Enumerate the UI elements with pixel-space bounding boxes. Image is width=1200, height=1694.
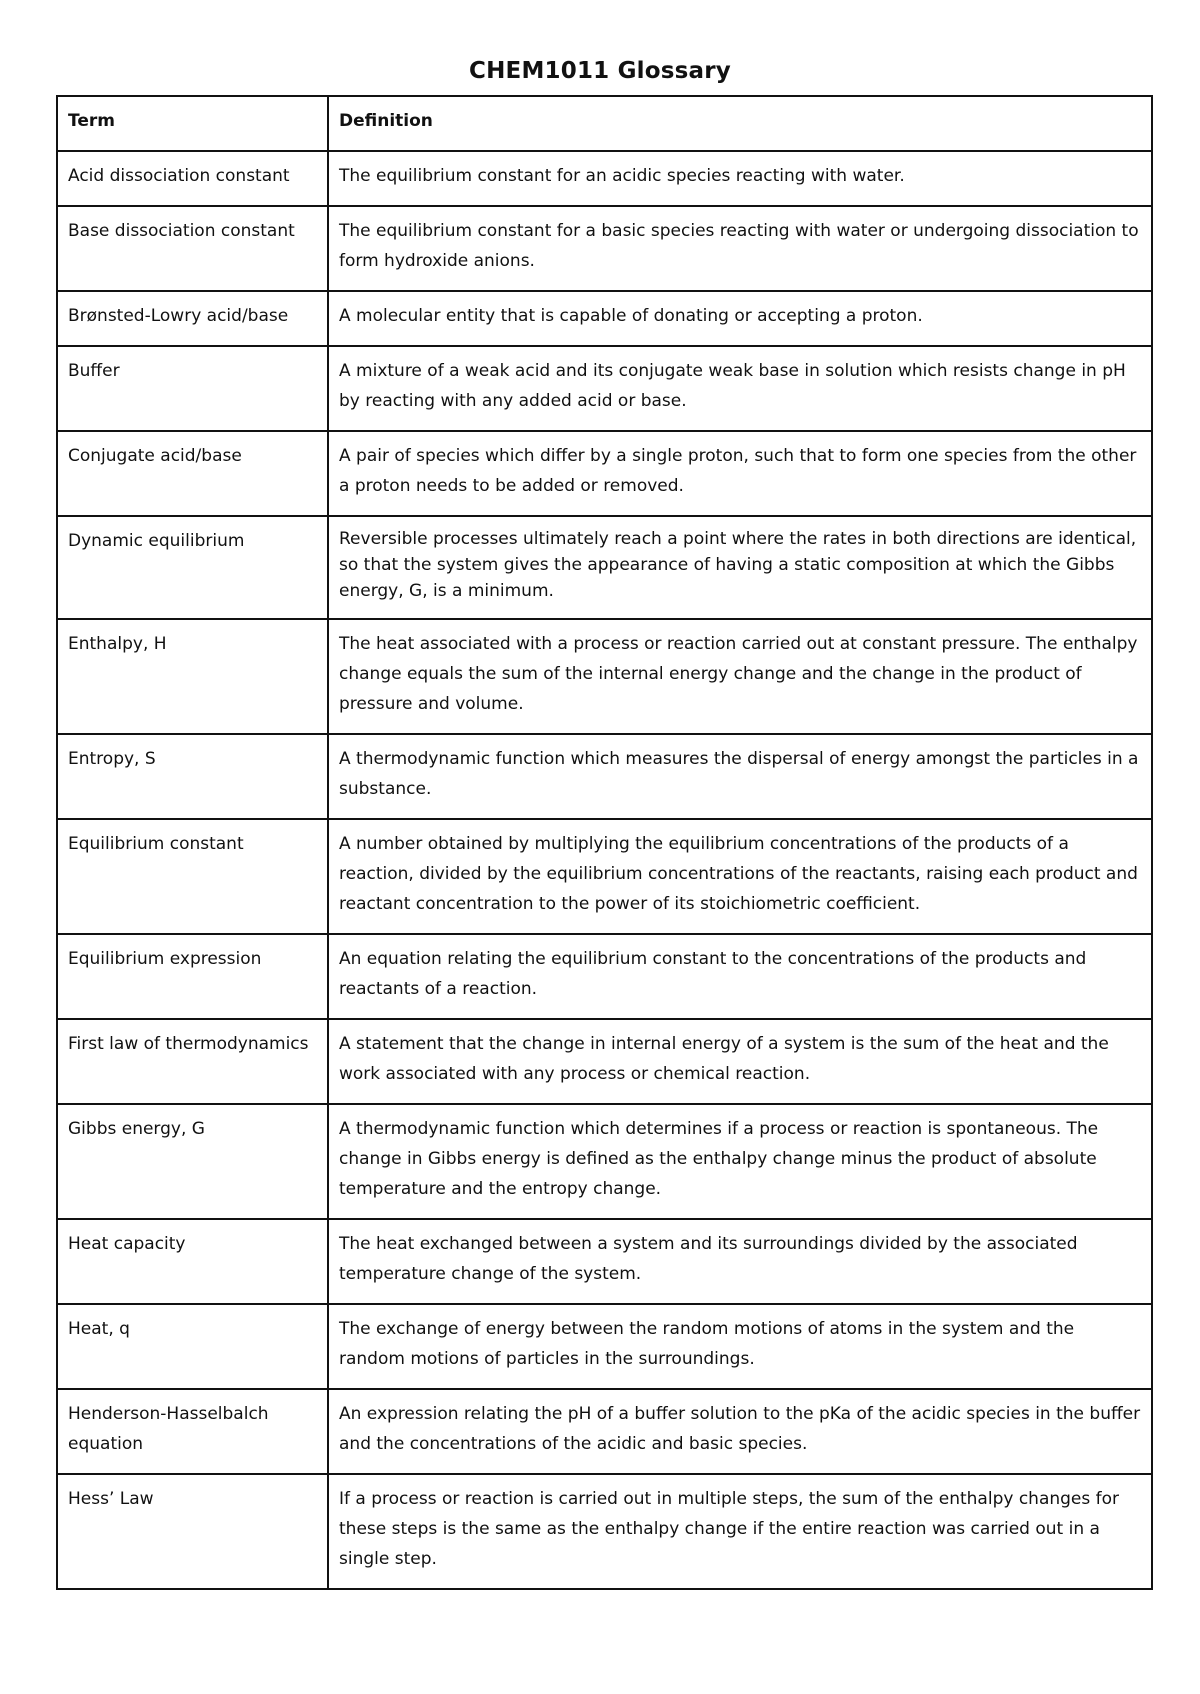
term-cell: Buffer [57,346,328,431]
term-cell: Brønsted-Lowry acid/base [57,291,328,346]
table-row [57,1219,1152,1304]
column-header-term: Term [57,96,328,151]
column-header-definition: Definition [328,96,1152,151]
table-row [57,819,1152,934]
definition-cell: A thermodynamic function which measures the dispersal of energy amongst the particles in a substance. [328,734,1152,819]
table-row [57,1104,1152,1219]
page-title: CHEM1011 Glossary [469,58,731,84]
table-row [57,1304,1152,1389]
table-row [57,734,1152,819]
definition-cell: A pair of species which differ by a single proton, such that to form one species from the other a proton needs to be added or removed. [328,431,1152,516]
definition-cell: The heat associated with a process or reaction carried out at constant pressure. The enthalpy change equals the sum of the internal energy change and the change in the product of pressure and volume. [328,619,1152,734]
term-cell: Conjugate acid/base [57,431,328,516]
definition-cell: The heat exchanged between a system and its surroundings divided by the associated temperature change of the system. [328,1219,1152,1304]
table-row [57,346,1152,431]
term-cell: Acid dissociation constant [57,151,328,206]
glossary-table [56,95,1153,1590]
table-row [57,1474,1152,1589]
definition-cell: The equilibrium constant for a basic species reacting with water or undergoing dissociation to form hydroxide anions. [328,206,1152,291]
definition-cell: A statement that the change in internal energy of a system is the sum of the heat and the work associated with any process or chemical reaction. [328,1019,1152,1104]
table-row [57,516,1152,619]
definition-cell: A mixture of a weak acid and its conjugate weak base in solution which resists change in pH by reacting with any added acid or base. [328,346,1152,431]
term-cell: Equilibrium expression [57,934,328,1019]
definition-cell: An equation relating the equilibrium constant to the concentrations of the products and reactants of a reaction. [328,934,1152,1019]
term-cell: Enthalpy, H [57,619,328,734]
term-cell: Base dissociation constant [57,206,328,291]
definition-cell: An expression relating the pH of a buffer solution to the pKa of the acidic species in the buffer and the concentrations of the acidic and basic species. [328,1389,1152,1474]
table-header-row [57,96,1152,151]
term-cell: Heat capacity [57,1219,328,1304]
definition-cell: A number obtained by multiplying the equilibrium concentrations of the products of a reaction, divided by the equilibrium concentrations of the reactants, raising each product and reactant concentration to the power of its stoichiometric coefficient. [328,819,1152,934]
table-row [57,151,1152,206]
term-cell: Hess’ Law [57,1474,328,1589]
table-row [57,206,1152,291]
term-cell: Entropy, S [57,734,328,819]
term-cell: Dynamic equilibrium [57,516,328,619]
term-cell: Heat, q [57,1304,328,1389]
term-cell: Henderson-Hasselbalch equation [57,1389,328,1474]
table-row [57,1019,1152,1104]
table-row [57,431,1152,516]
table-row [57,291,1152,346]
table-row [57,1389,1152,1474]
term-cell: Equilibrium constant [57,819,328,934]
term-cell: Gibbs energy, G [57,1104,328,1219]
term-cell: First law of thermodynamics [57,1019,328,1104]
definition-cell: A thermodynamic function which determines if a process or reaction is spontaneous. The change in Gibbs energy is defined as the enthalpy change minus the product of absolute temperature and the entropy change. [328,1104,1152,1219]
definition-cell: The exchange of energy between the random motions of atoms in the system and the random motions of particles in the surroundings. [328,1304,1152,1389]
definition-cell: A molecular entity that is capable of donating or accepting a proton. [328,291,1152,346]
table-row [57,934,1152,1019]
table-row [57,619,1152,734]
definition-cell: The equilibrium constant for an acidic species reacting with water. [328,151,1152,206]
definition-cell: Reversible processes ultimately reach a point where the rates in both directions are identical, so that the system gives the appearance of having a static composition at which the Gibbs energy, G, is a minimum. [328,516,1152,619]
definition-cell: If a process or reaction is carried out in multiple steps, the sum of the enthalpy changes for these steps is the same as the enthalpy change if the entire reaction was carried out in a single step. [328,1474,1152,1589]
